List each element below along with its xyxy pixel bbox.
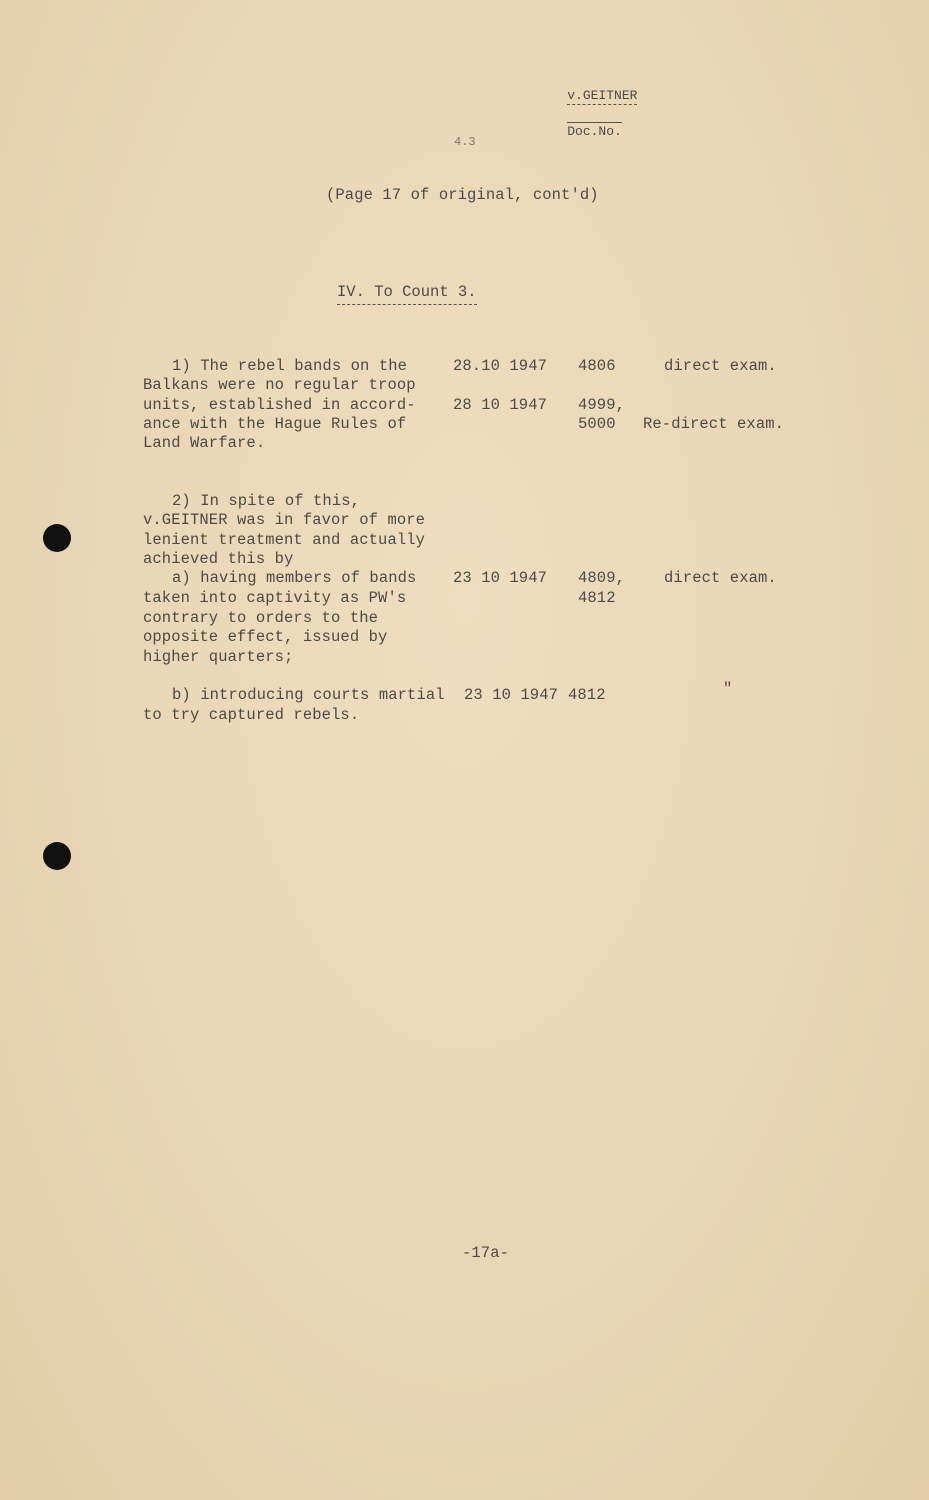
- entry-text-line: achieved this by: [143, 550, 294, 568]
- entry-text-line: a) having members of bands: [172, 569, 417, 587]
- entry-text-line: 2) In spite of this,: [172, 492, 361, 510]
- top-mark: 4.3: [454, 135, 476, 149]
- page-number: -17a-: [462, 1244, 510, 1262]
- entry-text-line: contrary to orders to the: [143, 609, 379, 627]
- exam-type: direct exam.: [664, 569, 777, 587]
- transcript-page: 4812: [568, 686, 606, 704]
- punch-hole: [43, 524, 71, 552]
- page-note: (Page 17 of original, cont'd): [326, 186, 599, 204]
- entry-text-line: Balkans were no regular troop: [143, 376, 416, 394]
- entry-text-line: taken into captivity as PW's: [143, 589, 407, 607]
- section-heading: IV. To Count 3.: [337, 283, 477, 305]
- testimony-date: 23 10 1947: [464, 686, 559, 704]
- entry-text-line: to try captured rebels.: [143, 706, 360, 724]
- transcript-page: 4812: [578, 589, 616, 607]
- transcript-page: 4806: [578, 357, 616, 375]
- entry-text-line: Land Warfare.: [143, 434, 266, 452]
- entry-text-line: higher quarters;: [143, 648, 294, 666]
- transcript-page: 4809,: [578, 569, 626, 587]
- exam-type: direct exam.: [664, 357, 777, 375]
- document-reference: [536, 70, 637, 157]
- document-number: Doc.No.: [567, 124, 622, 139]
- testimony-date: 23 10 1947: [453, 569, 548, 587]
- entry-text-line: opposite effect, issued by: [143, 628, 388, 646]
- entry-text-line: v.GEITNER was in favor of more: [143, 511, 426, 529]
- entry-text-line: lenient treatment and actually: [143, 531, 426, 549]
- entry-text-line: b) introducing courts martial: [172, 686, 445, 704]
- testimony-date: 28 10 1947: [453, 396, 548, 414]
- exam-type: Re-direct exam.: [643, 415, 785, 433]
- punch-hole: [43, 842, 71, 870]
- transcript-page: 4999,: [578, 396, 626, 414]
- defendant-name: v.GEITNER: [567, 88, 638, 103]
- ditto-mark: ": [723, 680, 733, 698]
- transcript-page: 5000: [578, 415, 616, 433]
- entry-text-line: 1) The rebel bands on the: [172, 357, 408, 375]
- testimony-date: 28.10 1947: [453, 357, 548, 375]
- entry-text-line: units, established in accord-: [143, 396, 416, 414]
- entry-text-line: ance with the Hague Rules of: [143, 415, 407, 433]
